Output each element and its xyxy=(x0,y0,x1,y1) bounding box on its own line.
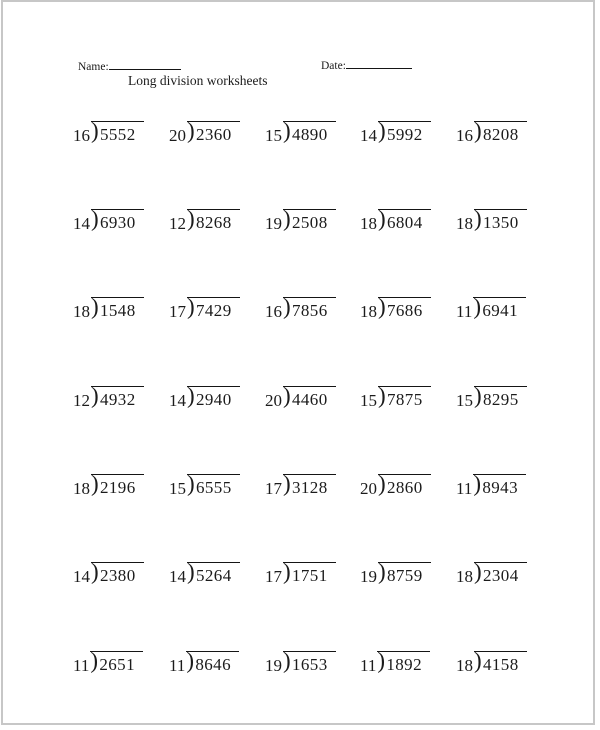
division-bracket xyxy=(378,294,431,322)
division-problem xyxy=(265,559,336,587)
division-paren-icon: ) xyxy=(187,471,195,496)
division-problem xyxy=(360,383,431,411)
dividend: 2651 xyxy=(99,655,135,674)
dividend: 6930 xyxy=(100,213,136,232)
division-bracket xyxy=(474,206,527,234)
division-paren-icon: ) xyxy=(91,471,99,496)
division-bracket xyxy=(473,471,526,499)
division-problem xyxy=(73,294,144,322)
division-paren-icon: ) xyxy=(283,559,291,584)
dividend: 3128 xyxy=(292,478,328,497)
division-bracket xyxy=(283,559,336,587)
division-bracket xyxy=(474,118,527,146)
division-paren-icon: ) xyxy=(91,118,99,143)
divisor: 18 xyxy=(456,567,473,586)
dividend: 5992 xyxy=(387,125,423,144)
division-problem xyxy=(265,118,336,146)
division-paren-icon: ) xyxy=(187,118,195,143)
division-paren-icon: ) xyxy=(378,294,386,319)
division-problem xyxy=(169,648,239,676)
divisor: 12 xyxy=(73,391,90,410)
division-problem xyxy=(360,294,431,322)
division-problem xyxy=(456,559,527,587)
division-bracket xyxy=(473,294,526,322)
dividend: 8646 xyxy=(195,655,231,674)
divisor: 15 xyxy=(456,391,473,410)
dividend: 7856 xyxy=(292,301,328,320)
division-paren-icon: ) xyxy=(283,294,291,319)
division-bracket xyxy=(378,118,431,146)
division-paren-icon: ) xyxy=(91,383,99,408)
divisor: 18 xyxy=(73,302,90,321)
division-paren-icon: ) xyxy=(186,648,195,673)
division-problem xyxy=(73,648,143,676)
divisor: 11 xyxy=(73,656,90,675)
division-paren-icon: ) xyxy=(283,471,291,496)
dividend: 2940 xyxy=(196,390,232,409)
division-problem xyxy=(169,206,240,234)
division-problem xyxy=(169,118,240,146)
division-bracket xyxy=(91,559,144,587)
division-problem xyxy=(360,118,431,146)
division-bracket xyxy=(474,648,527,676)
dividend: 4890 xyxy=(292,125,328,144)
division-paren-icon: ) xyxy=(474,648,482,673)
division-problem xyxy=(456,648,527,676)
division-bracket xyxy=(378,383,431,411)
division-bracket xyxy=(91,118,144,146)
division-problem xyxy=(360,648,430,676)
division-problem xyxy=(265,206,336,234)
dividend: 5552 xyxy=(100,125,136,144)
dividend: 7429 xyxy=(196,301,232,320)
divisor: 16 xyxy=(456,126,473,145)
division-paren-icon: ) xyxy=(378,559,386,584)
divisor: 16 xyxy=(265,302,282,321)
divisor: 11 xyxy=(169,656,186,675)
division-bracket xyxy=(283,118,336,146)
name-field xyxy=(78,60,181,73)
dividend: 7686 xyxy=(387,301,423,320)
division-problem xyxy=(265,383,336,411)
division-problem xyxy=(265,471,336,499)
date-blank-line xyxy=(346,59,412,69)
division-paren-icon: ) xyxy=(474,559,482,584)
division-paren-icon: ) xyxy=(91,206,99,231)
dividend: 5264 xyxy=(196,566,232,585)
division-paren-icon: ) xyxy=(378,471,386,496)
divisor: 11 xyxy=(456,479,473,498)
division-bracket xyxy=(474,559,527,587)
divisor: 18 xyxy=(360,302,377,321)
division-paren-icon: ) xyxy=(187,206,195,231)
division-bracket xyxy=(377,648,430,676)
division-bracket xyxy=(378,206,431,234)
dividend: 1350 xyxy=(483,213,519,232)
division-paren-icon: ) xyxy=(474,383,482,408)
divisor: 14 xyxy=(169,391,186,410)
divisor: 14 xyxy=(360,126,377,145)
divisor: 19 xyxy=(265,214,282,233)
dividend: 1892 xyxy=(386,655,422,674)
divisor: 15 xyxy=(169,479,186,498)
division-bracket xyxy=(378,559,431,587)
dividend: 6804 xyxy=(387,213,423,232)
divisor: 18 xyxy=(456,656,473,675)
divisor: 15 xyxy=(265,126,282,145)
division-bracket xyxy=(91,383,144,411)
division-problem xyxy=(169,383,240,411)
division-paren-icon: ) xyxy=(378,383,386,408)
division-bracket xyxy=(283,648,336,676)
division-paren-icon: ) xyxy=(377,648,386,673)
division-paren-icon: ) xyxy=(378,206,386,231)
division-bracket xyxy=(187,118,240,146)
division-paren-icon: ) xyxy=(473,294,482,319)
divisor: 17 xyxy=(265,567,282,586)
division-bracket xyxy=(187,383,240,411)
division-problem xyxy=(360,471,431,499)
dividend: 8943 xyxy=(482,478,518,497)
divisor: 15 xyxy=(360,391,377,410)
divisor: 16 xyxy=(73,126,90,145)
division-paren-icon: ) xyxy=(283,648,291,673)
division-problem xyxy=(73,118,144,146)
dividend: 8268 xyxy=(196,213,232,232)
date-field xyxy=(321,59,412,72)
dividend: 2380 xyxy=(100,566,136,585)
worksheet-page xyxy=(1,0,595,725)
dividend: 8759 xyxy=(387,566,423,585)
divisor: 20 xyxy=(265,391,282,410)
dividend: 1548 xyxy=(100,301,136,320)
division-paren-icon: ) xyxy=(283,118,291,143)
division-bracket xyxy=(187,294,240,322)
dividend: 2860 xyxy=(387,478,423,497)
division-problem xyxy=(169,471,240,499)
dividend: 2304 xyxy=(483,566,519,585)
date-label: Date: xyxy=(321,60,346,72)
dividend: 2196 xyxy=(100,478,136,497)
division-paren-icon: ) xyxy=(187,294,195,319)
division-bracket xyxy=(91,294,144,322)
division-bracket xyxy=(91,471,144,499)
divisor: 19 xyxy=(360,567,377,586)
division-problem xyxy=(360,206,431,234)
division-bracket xyxy=(283,383,336,411)
division-problem xyxy=(169,294,240,322)
dividend: 8295 xyxy=(483,390,519,409)
divisor: 14 xyxy=(73,567,90,586)
division-problem xyxy=(360,559,431,587)
division-problem xyxy=(73,206,144,234)
division-paren-icon: ) xyxy=(283,383,291,408)
division-problem xyxy=(169,559,240,587)
division-bracket xyxy=(187,559,240,587)
division-paren-icon: ) xyxy=(90,648,99,673)
division-paren-icon: ) xyxy=(473,471,482,496)
division-bracket xyxy=(474,383,527,411)
worksheet-title: Long division worksheets xyxy=(128,73,268,88)
division-problem xyxy=(456,118,527,146)
division-paren-icon: ) xyxy=(187,559,195,584)
division-bracket xyxy=(378,471,431,499)
division-problem xyxy=(265,648,336,676)
dividend: 6555 xyxy=(196,478,232,497)
division-bracket xyxy=(283,294,336,322)
name-label: Name: xyxy=(78,61,109,73)
dividend: 4932 xyxy=(100,390,136,409)
dividend: 4158 xyxy=(483,655,519,674)
division-problem xyxy=(73,471,144,499)
dividend: 7875 xyxy=(387,390,423,409)
dividend: 8208 xyxy=(483,125,519,144)
dividend: 1653 xyxy=(292,655,328,674)
division-problem xyxy=(265,294,336,322)
division-paren-icon: ) xyxy=(91,559,99,584)
division-paren-icon: ) xyxy=(474,206,482,231)
divisor: 14 xyxy=(169,567,186,586)
division-problem xyxy=(73,559,144,587)
division-bracket xyxy=(283,206,336,234)
divisor: 18 xyxy=(73,479,90,498)
dividend: 1751 xyxy=(292,566,328,585)
division-problem xyxy=(456,471,526,499)
dividend: 4460 xyxy=(292,390,328,409)
division-bracket xyxy=(91,206,144,234)
division-paren-icon: ) xyxy=(474,118,482,143)
divisor: 20 xyxy=(169,126,186,145)
division-problem xyxy=(73,383,144,411)
divisor: 17 xyxy=(169,302,186,321)
division-paren-icon: ) xyxy=(91,294,99,319)
division-bracket xyxy=(90,648,143,676)
divisor: 18 xyxy=(360,214,377,233)
division-problem xyxy=(456,294,526,322)
divisor: 18 xyxy=(456,214,473,233)
division-paren-icon: ) xyxy=(283,206,291,231)
division-problem xyxy=(456,383,527,411)
dividend: 6941 xyxy=(482,301,518,320)
divisor: 11 xyxy=(456,302,473,321)
divisor: 17 xyxy=(265,479,282,498)
divisor: 20 xyxy=(360,479,377,498)
dividend: 2508 xyxy=(292,213,328,232)
division-bracket xyxy=(187,471,240,499)
dividend: 2360 xyxy=(196,125,232,144)
division-bracket xyxy=(186,648,239,676)
name-blank-line xyxy=(109,60,181,70)
division-problem xyxy=(456,206,527,234)
division-paren-icon: ) xyxy=(187,383,195,408)
division-bracket xyxy=(187,206,240,234)
division-bracket xyxy=(283,471,336,499)
divisor: 12 xyxy=(169,214,186,233)
divisor: 11 xyxy=(360,656,377,675)
divisor: 19 xyxy=(265,656,282,675)
division-paren-icon: ) xyxy=(378,118,386,143)
divisor: 14 xyxy=(73,214,90,233)
